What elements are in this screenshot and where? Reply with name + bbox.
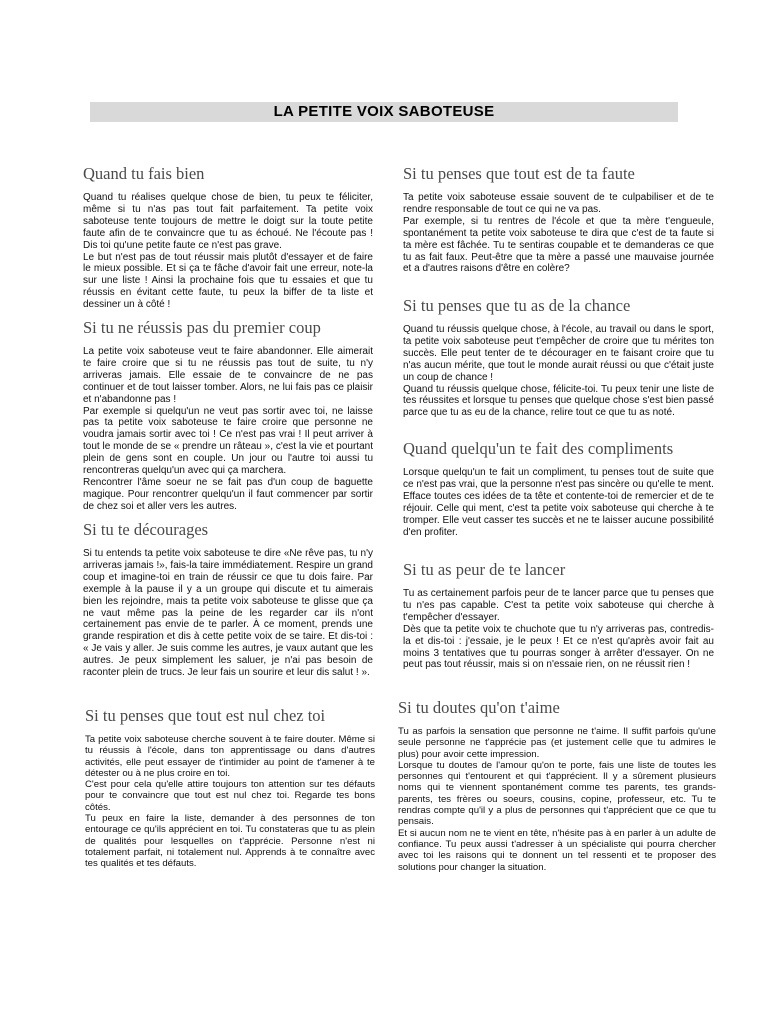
paragraph: Dès que ta petite voix te chuchote que tu n'y arriveras pas, contredis-la et dis-toi : j'essaie, je le peux ! Et ce n'est qu'après avoir fait au moins 3 tentatives que tu pourras songer à arrêter d'essayer. On ne peut pas tout réussir, mais si on n'essaie rien, on ne réussit rien ! (403, 623, 714, 671)
section-compliments (403, 439, 714, 538)
paragraph: Quand tu réussis quelque chose, félicite-toi. Tu peux tenir une liste de tes réussites et lorsque tu penses que quelque chose s'est bien passé parce que tu as eu de la chance, relire tout ce que tu as noté. (403, 383, 714, 419)
section-heading: Si tu penses que tout est de ta faute (403, 164, 635, 183)
paragraph: Lorsque tu doutes de l'amour qu'on te porte, fais une liste de toutes les personnes qui t'entourent et qui t'apprécient. Il y a sûrement plusieurs noms qui te viennent spontanément comme tes parents, tes grands-parents, tes frères ou soeurs, cousins, copine, professeur, etc. Tu te rendras compte qu'il y a plus de personnes qui t'apprécient que ce que tu pensais. (398, 759, 716, 828)
paragraph: Par exemple, si tu rentres de l'école et que ta mère t'engueule, spontanément ta petite voix saboteuse te dira que c'est de ta faute si ta mère est fâchée. Tu te sentiras coupable et te demanderas ce que tu as fait faux. Peut-être que ta mère a passé une mauvaise journée et a d'autres raisons d'être en colère? (403, 215, 714, 275)
paragraph: Tu as parfois la sensation que personne ne t'aime. Il suffit parfois qu'une seule personne ne t'apprécie pas (et justement celle que tu admires le plus) pour avoir cette impression. (398, 726, 716, 760)
paragraph: Rencontrer l'âme soeur ne se fait pas d'un coup de baguette magique. Pour rencontrer quelqu'un il faut commencer par sortir de chez soi et aller vers les autres. (83, 476, 373, 512)
section-heading: Si tu penses que tout est nul chez toi (85, 706, 326, 725)
page-title: LA PETITE VOIX SABOTEUSE (90, 102, 678, 122)
section-chance (403, 296, 714, 419)
paragraph: Tu as certainement parfois peur de te lancer parce que tu penses que tu n'es pas capable. C'est ta petite voix saboteuse qui cherche à t'empêcher d'essayer. (403, 588, 714, 623)
paragraph: Tu peux en faire la liste, demander à des personnes de ton entourage ce qu'ils apprécient en toi. Tu constateras que tu as plein de qualités pour lesquelles on t'apprécie. Personne n'est ni totalement parfait, ni totalement nul. Apprends à te connaître avec tes qualités et tes défauts. (85, 813, 375, 870)
section-peur-de-te-lancer (403, 560, 714, 671)
paragraph: Quand tu réalises quelque chose de bien, tu peux te féliciter, même si tu n'as pas tout fait parfaitement. Ta petite voix saboteuse tente toujours de mettre le doigt sur la toute petite faute afin de te convaincre que tu as échoué. Ne l'écoute pas ! Dis toi qu'une petite faute ce n'est pas grave. (83, 192, 373, 251)
paragraph: Le but n'est pas de tout réussir mais plutôt d'essayer et de faire le mieux possible. Et si ça te fâche d'avoir fait une erreur, note-la sur une liste ! Ainsi la prochaine fois que tu essaies et que tu réussis en évitant cette faute, tu peux la biffer de ta liste et dessiner un à côté ! (83, 251, 373, 311)
paragraph: Ta petite voix saboteuse essaie souvent de te culpabiliser et de te rendre responsable de tout ce qui ne va pas. (403, 192, 714, 215)
section-premier-coup (83, 318, 373, 513)
paragraph: Et si aucun nom ne te vient en tête, n'hésite pas à en parler à un adulte de confiance. Tu peux aussi t'adresser à un spécialiste qui pourra chercher avec toi les raisons qui te donnent un tel ressenti et te proposer des solutions pour changer la situation. (398, 827, 716, 873)
paragraph: Par exemple si quelqu'un ne veut pas sortir avec toi, ne laisse pas ta petite voix saboteuse te faire croire que personne ne voudra jamais sortir avec toi ! Ce n'est pas vrai ! Il peut arriver à tout le monde de se « prendre un râteau », c'est la vie et pourtant plein de gens sont en couple. Un jour ou l'autre toi aussi tu rencontreras quelqu'un avec qui ça marchera. (83, 405, 373, 477)
paragraph: Quand tu réussis quelque chose, à l'école, au travail ou dans le sport, ta petite voix saboteuse peut t'empêcher de croire que tu mérites ton succès. Elle peut tenter de te décourager en te faisant croire que tu n'as aucun mérite, que tout le monde aurait réussi ou que c'était juste un coup de chance ! (403, 324, 714, 383)
paragraph: Lorsque quelqu'un te fait un compliment, tu penses tout de suite que ce n'est pas vrai, que la personne n'est pas sincère ou qu'elle te ment. (403, 467, 714, 490)
section-heading: Quand quelqu'un te fait des compliments (403, 439, 674, 458)
paragraph: La petite voix saboteuse veut te faire abandonner. Elle aimerait te faire croire que si tu ne réussis pas tout de suite, tu n'y arriveras jamais. Elle essaie de te convaincre de ne pas continuer et de tout laisser tomber. Alors, ne lui fais pas ce plaisir et n'abandonne pas ! (83, 346, 373, 405)
section-doutes-qu-on-t-aime (398, 698, 716, 873)
section-decourages (83, 520, 373, 679)
paragraph: C'est pour cela qu'elle attire toujours ton attention sur tes défauts pour te convaincre que tout est nul chez toi. Regarde tes bons côtés. (85, 779, 375, 813)
section-heading: Si tu te décourages (83, 520, 209, 539)
section-ta-faute (403, 164, 714, 275)
paragraph: Efface toutes ces idées de ta tête et contente-toi de remercier et de te réjouir. Celle qui ment, c'est ta petite voix saboteuse qui cherche à te tromper. Elle veut casser tes succès et ne te laisser aucune possibilité d'en profiter. (403, 490, 714, 538)
section-heading: Quand tu fais bien (83, 164, 205, 183)
section-heading: Si tu as peur de te lancer (403, 560, 566, 579)
section-heading: Si tu doutes qu'on t'aime (398, 698, 560, 717)
paragraph: Ta petite voix saboteuse cherche souvent à te faire douter. Même si tu réussis à l'école, dans ton apprentissage ou dans d'autres activités, elle peut essayer de t'intimider au point de t'amener à te détester ou à ne plus croire en toi. (85, 734, 375, 779)
section-heading: Si tu ne réussis pas du premier coup (83, 318, 321, 337)
paragraph: Si tu entends ta petite voix saboteuse te dire «Ne rêve pas, tu n'y arriveras jamais !», fais-la taire immédiatement. Respire un grand coup et imagine-toi en train de réussir ce que tu dois faire. Par exemple à la pause il y a un groupe qui discute et tu aimerais bien les rejoindre, mais ta petite voix saboteuse te glisse que ça ne vaut même pas la peine de les regarder car ils n'ont certainement pas envie de te parler. À ce moment, prends une grande respiration et dis à cette petite voix de se taire. Et dis-toi : « Je vais y aller. Je suis comme les autres, je vaux autant que les autres. Je peux simplement les saluer, je n'ai pas besoin de raconter plein de trucs. Je leur fais un sourire et leur dis salut ! ». (83, 548, 373, 679)
section-heading: Si tu penses que tu as de la chance (403, 296, 631, 315)
section-quand-tu-fais-bien (83, 164, 373, 311)
section-tout-est-nul (85, 706, 375, 870)
